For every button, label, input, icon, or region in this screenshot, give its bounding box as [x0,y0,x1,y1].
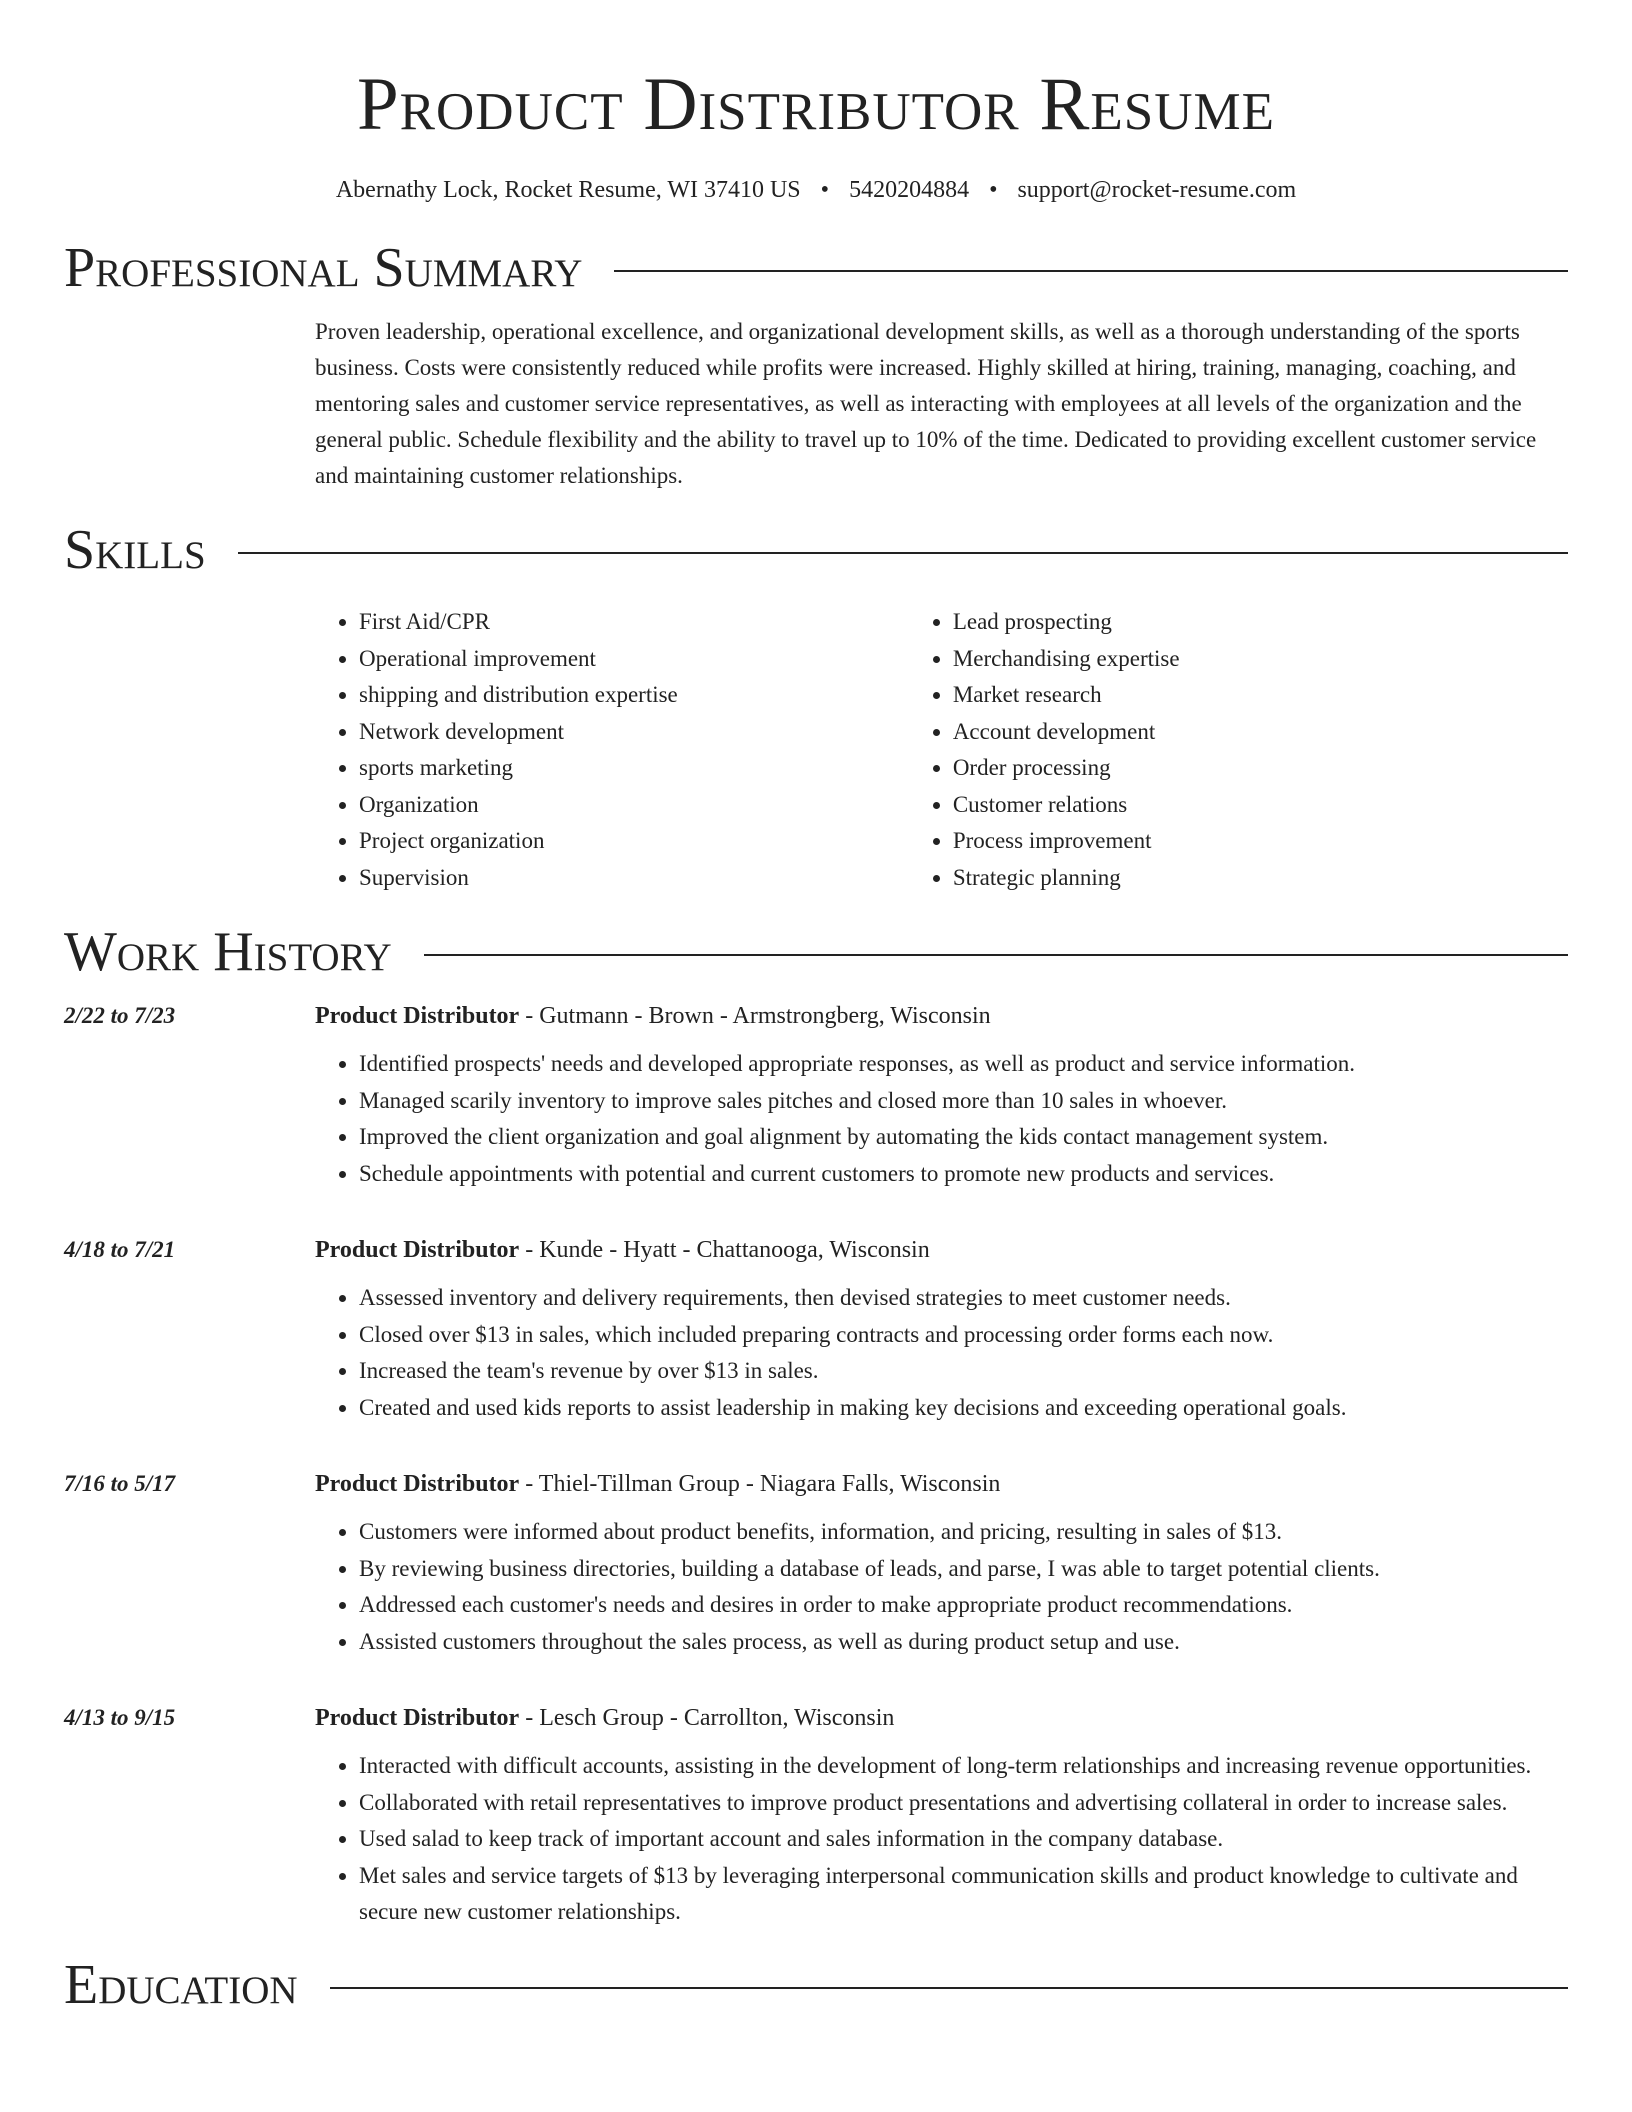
job-bullets [315,1046,1568,1192]
skill-item: • Merchandising expertise [953,641,1568,678]
skill-item: • Project organization [359,823,909,860]
job-body [315,1466,1568,1660]
work-history-section [64,920,1568,1931]
job-bullets [315,1514,1568,1660]
skill-item: • Organization [359,787,909,824]
job-bullet: • Managed scarily inventory to improve sales pitches and closed more than 10 sales in whoever. [359,1083,1568,1120]
job-entry [64,998,1568,1192]
skill-item: • Lead prospecting [953,604,1568,641]
contact-separator: • [820,177,830,203]
job-bullet: • Customers were informed about product benefits, information, and pricing, resulting in sales of $13. [359,1514,1568,1551]
job-title: Product Distributor [315,1003,520,1029]
job-dates: 7/16 to 5/17 [64,1471,176,1496]
job-dates: 4/18 to 7/21 [64,1237,176,1262]
skills-list-left [315,604,909,896]
job-heading [315,1700,1568,1736]
job-heading [315,1466,1568,1502]
job-company: - Thiel-Tillman Group - Niagara Falls, Wisconsin [519,1471,1001,1497]
contact-line [64,174,1568,206]
skill-item: • Network development [359,714,909,751]
section-heading-work-history [64,920,1568,984]
job-dates: 2/22 to 7/23 [64,1003,176,1028]
job-bullet: • Identified prospects' needs and developed appropriate responses, as well as product and service information. [359,1046,1568,1083]
job-bullet: • Met sales and service targets of $13 by leveraging interpersonal communication skills and product knowledge to cultivate and secure new customer relationships. [359,1858,1568,1931]
job-bullet: • By reviewing business directories, building a database of leads, and parse, I was able to target potential clients. [359,1551,1568,1588]
skill-item: • Strategic planning [953,860,1568,897]
job-body [315,1232,1568,1426]
job-bullets [315,1280,1568,1426]
job-list [64,998,1568,1931]
resume-title: Product Distributor Resume [356,63,1276,146]
job-bullet: • Addressed each customer's needs and desires in order to make appropriate product recommendations. [359,1587,1568,1624]
contact-address: Abernathy Lock, Rocket Resume, WI 37410 US [335,177,801,203]
section-title: Skills [64,519,206,581]
contact-email: support@rocket-resume.com [1017,177,1297,203]
job-bullet: • Interacted with difficult accounts, assisting in the development of long-term relationships and increasing revenue opportunities. [359,1748,1568,1785]
section-title: Work History [64,921,392,983]
section-heading-skills [64,518,1568,582]
education-section [64,1953,1568,2017]
job-bullet: • Closed over $13 in sales, which included preparing contracts and processing order forms each now. [359,1317,1568,1354]
skill-item: • Supervision [359,860,909,897]
section-rule [424,954,1568,956]
skill-item: • sports marketing [359,750,909,787]
job-bullet: • Increased the team's revenue by over $13 in sales. [359,1353,1568,1390]
job-bullet: • Assessed inventory and delivery requirements, then devised strategies to meet customer needs. [359,1280,1568,1317]
skills-list-right [909,604,1568,896]
skill-item: • Process improvement [953,823,1568,860]
skill-item: • Operational improvement [359,641,909,678]
job-company: - Kunde - Hyatt - Chattanooga, Wisconsin [519,1237,930,1263]
job-entry [64,1232,1568,1426]
skill-item: • shipping and distribution expertise [359,677,909,714]
job-bullet: • Schedule appointments with potential and current customers to promote new products and services. [359,1156,1568,1193]
job-heading [315,998,1568,1034]
job-bullet: • Improved the client organization and goal alignment by automating the kids contact management system. [359,1119,1568,1156]
skill-item: • Customer relations [953,787,1568,824]
job-dates: 4/13 to 9/15 [64,1705,176,1730]
section-title: Professional Summary [64,237,583,299]
summary-text: Proven leadership, operational excellence, and organizational development skills, as well as a thorough understanding of the sports business. Costs were consistently reduced while profits were increased. Highly skilled at hiring, training, managing, coaching, and mentoring sales and customer service representatives, as well as interacting with employees at all levels of the organization and the general public. Schedule flexibility and the ability to travel up to 10% of the time. Dedicated to providing excellent customer service and maintaining customer relationships. [315,319,1537,488]
job-body [315,998,1568,1192]
job-title: Product Distributor [315,1237,520,1263]
job-company: - Lesch Group - Carrollton, Wisconsin [519,1705,895,1731]
job-body [315,1700,1568,1931]
job-bullets [315,1748,1568,1931]
section-heading-education [64,1953,1568,2017]
skill-item: • Account development [953,714,1568,751]
summary-section [64,236,1568,494]
job-entry [64,1466,1568,1660]
job-company: - Gutmann - Brown - Armstrongberg, Wisconsin [519,1003,991,1029]
job-entry [64,1700,1568,1931]
job-bullet: • Collaborated with retail representatives to improve product presentations and advertising collateral in order to increase sales. [359,1785,1568,1822]
job-bullet: • Created and used kids reports to assist leadership in making key decisions and exceeding operational goals. [359,1390,1568,1427]
skill-item: • First Aid/CPR [359,604,909,641]
section-heading-summary [64,236,1568,300]
job-title: Product Distributor [315,1471,520,1497]
section-title: Education [64,1953,298,2016]
section-rule [614,270,1568,272]
job-title: Product Distributor [315,1705,520,1731]
skill-item: • Market research [953,677,1568,714]
contact-separator: • [989,177,998,203]
job-bullet: • Used salad to keep track of important account and sales information in the company database. [359,1821,1568,1858]
job-heading [315,1232,1568,1268]
skill-item: • Order processing [953,750,1568,787]
section-rule [238,552,1568,554]
contact-phone: 5420204884 [849,177,970,203]
resume-page [64,0,1568,2017]
skills-section [64,518,1568,896]
job-bullet: • Assisted customers throughout the sales process, as well as during product setup and use. [359,1624,1568,1661]
section-rule [330,1987,1568,1989]
skills-columns [315,604,1568,896]
